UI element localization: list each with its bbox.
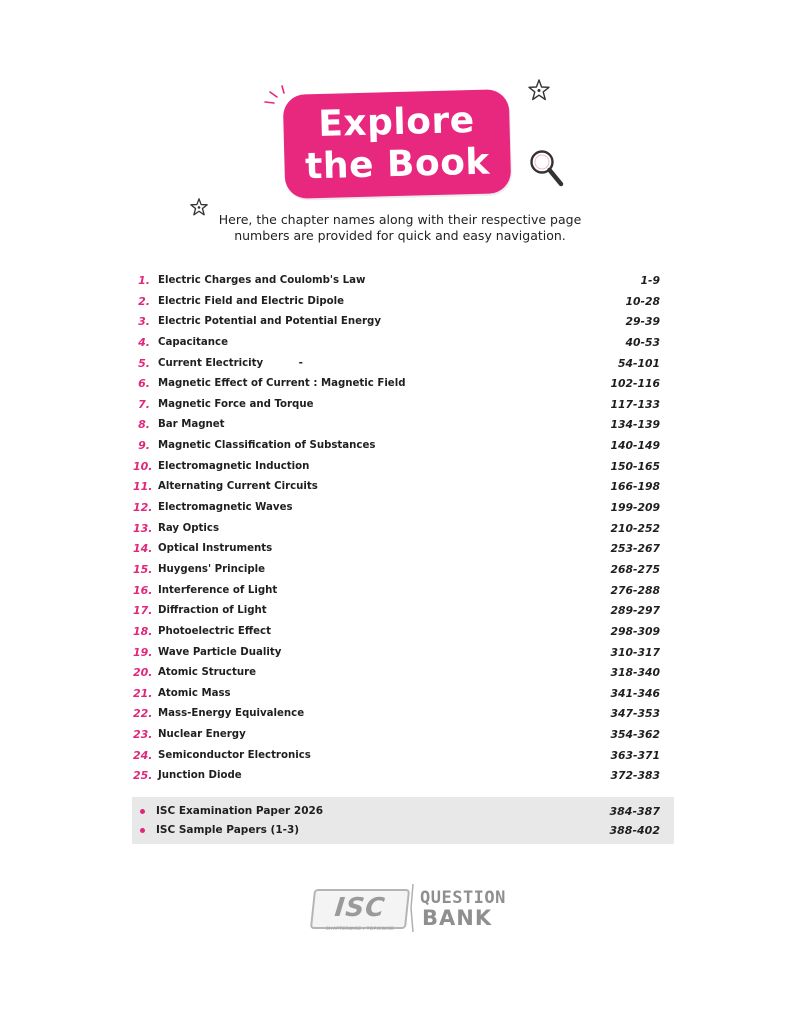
chapter-number: 1. bbox=[138, 274, 150, 287]
chapter-pages: 166-198 bbox=[610, 480, 660, 494]
chapter-number: 14. bbox=[133, 542, 153, 556]
chapter-title: Electric Potential and Potential Energy bbox=[158, 316, 381, 328]
chapter-number: 20. bbox=[133, 666, 153, 680]
toc-row bbox=[133, 271, 660, 292]
chapter-pages: 276-288 bbox=[610, 583, 660, 597]
chapter-number: 8. bbox=[138, 418, 150, 432]
intro-text bbox=[200, 212, 600, 244]
chapter-number: 2. bbox=[138, 294, 150, 308]
chapter-title: Semiconductor Electronics bbox=[158, 749, 311, 761]
chapter-number: 21. bbox=[133, 686, 153, 700]
toc-row bbox=[133, 498, 660, 519]
chapter-number: 10. bbox=[133, 459, 153, 473]
chapter-pages: 298-309 bbox=[610, 624, 660, 638]
toc-row bbox=[133, 601, 660, 622]
chapter-pages: 310-317 bbox=[610, 645, 660, 659]
logo-divider-icon bbox=[410, 884, 416, 932]
chapter-title: Electric Field and Electric Dipole bbox=[158, 295, 345, 307]
chapter-number: 22. bbox=[133, 707, 153, 721]
chapter-title: Mass-Energy Equivalence bbox=[158, 708, 305, 720]
chapter-number: 25. bbox=[133, 769, 153, 783]
chapter-title: Photoelectric Effect bbox=[158, 625, 271, 637]
toc-row bbox=[133, 560, 660, 581]
toc-row bbox=[133, 725, 660, 746]
toc-row bbox=[133, 643, 660, 664]
toc-row bbox=[133, 766, 660, 787]
logo-subtitle: CHAPTERWISE / TOPICWISE bbox=[325, 927, 395, 932]
toc-row bbox=[133, 581, 660, 602]
toc-row bbox=[133, 539, 660, 560]
toc-row bbox=[133, 663, 660, 684]
chapter-title: Wave Particle Duality bbox=[158, 646, 282, 658]
chapter-number: 5. bbox=[138, 356, 150, 370]
chapter-number: 18. bbox=[133, 624, 153, 638]
chapter-title: Interference of Light bbox=[158, 584, 278, 596]
chapter-pages: 40-53 bbox=[625, 335, 660, 349]
chapter-number: 24. bbox=[133, 748, 153, 762]
chapter-number: 23. bbox=[133, 728, 153, 742]
chapter-number: 12. bbox=[133, 501, 153, 515]
chapter-title: Electromagnetic Induction bbox=[158, 460, 310, 472]
chapter-title: Diffraction of Light bbox=[158, 605, 267, 617]
title-line-1: Explore bbox=[317, 99, 476, 146]
toc-row bbox=[133, 746, 660, 767]
chapter-pages: 199-209 bbox=[610, 501, 660, 515]
extras-row bbox=[132, 821, 660, 840]
chapter-pages: 289-297 bbox=[610, 604, 660, 618]
chapter-number: 19. bbox=[133, 645, 153, 659]
chapter-pages: 134-139 bbox=[610, 418, 660, 432]
chapter-pages: 1-9 bbox=[640, 274, 660, 287]
chapter-title: Magnetic Classification of Substances bbox=[158, 440, 376, 452]
extras-title: ISC Sample Papers (1-3) bbox=[156, 824, 300, 836]
isc-logo-text: ISC bbox=[333, 893, 387, 923]
spark-lines-icon bbox=[262, 84, 288, 106]
chapter-pages: 140-149 bbox=[610, 439, 660, 453]
toc-row bbox=[133, 436, 660, 457]
toc-row bbox=[133, 374, 660, 395]
chapter-pages: 210-252 bbox=[610, 521, 660, 535]
toc-row bbox=[133, 312, 660, 333]
logo-bank-text: BANK bbox=[422, 906, 493, 930]
chapter-number: 6. bbox=[138, 377, 150, 391]
extras-title: ISC Examination Paper 2026 bbox=[156, 805, 324, 817]
chapter-pages: 268-275 bbox=[610, 562, 660, 576]
chapter-title: Alternating Current Circuits bbox=[158, 481, 318, 493]
chapter-pages: 117-133 bbox=[610, 397, 660, 411]
chapter-title: Electric Charges and Coulomb's Law bbox=[158, 275, 366, 286]
chapter-number: 7. bbox=[138, 397, 150, 411]
toc-row bbox=[133, 519, 660, 540]
toc-row bbox=[133, 333, 660, 354]
toc-row bbox=[133, 457, 660, 478]
extras-pages: 384-387 bbox=[609, 805, 660, 818]
logo-question-text: QUESTION bbox=[420, 888, 506, 908]
chapter-pages: 102-116 bbox=[610, 377, 660, 391]
chapter-pages: 150-165 bbox=[610, 459, 660, 473]
chapter-title: Current Electricity - bbox=[158, 357, 303, 369]
chapter-pages: 10-28 bbox=[625, 294, 660, 308]
chapter-pages: 347-353 bbox=[610, 707, 660, 721]
chapter-title: Junction Diode bbox=[158, 770, 242, 782]
toc-row bbox=[133, 395, 660, 416]
chapter-pages: 354-362 bbox=[610, 728, 660, 742]
chapter-title: Atomic Structure bbox=[158, 667, 257, 679]
chapter-title: Magnetic Effect of Current : Magnetic Field bbox=[158, 378, 406, 390]
star-icon bbox=[528, 79, 550, 101]
chapter-number: 4. bbox=[138, 335, 150, 349]
toc-row bbox=[133, 704, 660, 725]
bullet-icon bbox=[140, 809, 145, 814]
chapter-pages: 29-39 bbox=[625, 315, 660, 329]
isc-question-bank-logo bbox=[312, 884, 512, 938]
chapter-title: Nuclear Energy bbox=[158, 729, 246, 741]
intro-line-1: Here, the chapter names along with their respective page bbox=[218, 212, 582, 227]
chapter-title: Huygens' Principle bbox=[158, 563, 266, 575]
toc-row bbox=[133, 622, 660, 643]
isc-logo-frame bbox=[310, 889, 410, 929]
chapter-pages: 372-383 bbox=[610, 769, 660, 783]
title-badge bbox=[283, 89, 512, 199]
table-of-contents bbox=[133, 271, 660, 787]
chapter-title: Capacitance bbox=[158, 336, 228, 348]
chapter-number: 16. bbox=[133, 583, 153, 597]
chapter-number: 13. bbox=[133, 521, 153, 535]
chapter-pages: 318-340 bbox=[610, 666, 660, 680]
toc-row bbox=[133, 292, 660, 313]
chapter-pages: 54-101 bbox=[617, 356, 660, 370]
chapter-title: Electromagnetic Waves bbox=[158, 502, 293, 514]
toc-row bbox=[133, 415, 660, 436]
chapter-number: 11. bbox=[133, 480, 153, 494]
chapter-title: Bar Magnet bbox=[158, 419, 225, 431]
extras-box bbox=[132, 797, 674, 844]
title-line-2: the Book bbox=[304, 141, 491, 188]
chapter-pages: 363-371 bbox=[610, 748, 660, 762]
extras-row bbox=[132, 802, 660, 821]
chapter-title: Optical Instruments bbox=[158, 543, 273, 555]
chapter-pages: 253-267 bbox=[610, 542, 660, 556]
chapter-number: 3. bbox=[138, 315, 150, 329]
intro-line-2: numbers are provided for quick and easy navigation. bbox=[234, 228, 566, 243]
chapter-number: 17. bbox=[133, 604, 153, 618]
toc-row bbox=[133, 354, 660, 375]
toc-row bbox=[133, 684, 660, 705]
chapter-title: Ray Optics bbox=[158, 522, 220, 534]
bullet-icon bbox=[140, 828, 145, 833]
magnifier-icon bbox=[528, 148, 566, 190]
chapter-pages: 341-346 bbox=[610, 686, 660, 700]
extras-pages: 388-402 bbox=[609, 824, 660, 837]
toc-row bbox=[133, 477, 660, 498]
chapter-title: Magnetic Force and Torque bbox=[158, 398, 314, 410]
chapter-title: Atomic Mass bbox=[158, 687, 231, 699]
chapter-number: 15. bbox=[133, 562, 153, 576]
chapter-number: 9. bbox=[138, 439, 150, 453]
